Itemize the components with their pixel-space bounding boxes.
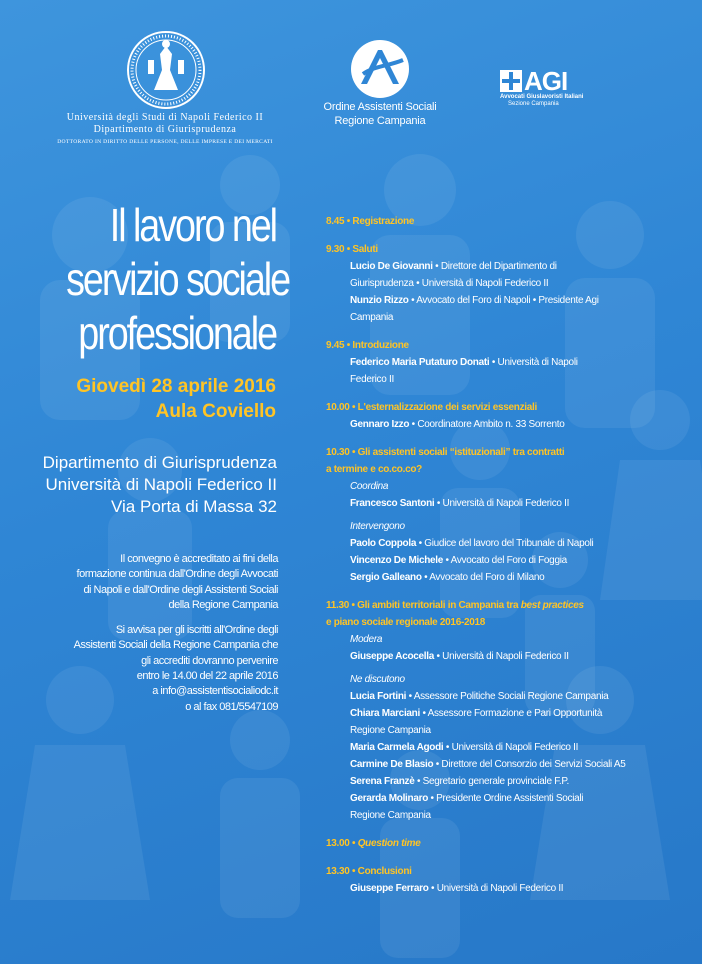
- slot-head: 13.30 • Conclusioni: [326, 866, 412, 877]
- speaker-name: Federico Maria Putaturo Donati: [350, 357, 490, 368]
- event-address: [43, 452, 277, 518]
- slot-head: 9.30 • Saluti: [326, 244, 378, 255]
- role-label: Intervengono: [350, 521, 405, 532]
- university-name: Università degli Studi di Napoli Federico II: [66, 112, 264, 123]
- speaker-name: Vincenzo De Michele: [350, 555, 444, 566]
- speaker-name: Maria Carmela Agodi: [350, 742, 444, 753]
- slot-conclusions: 13.30 • Conclusioni Giuseppe Ferraro • Università di Napoli Federico II: [326, 863, 686, 897]
- accreditation-notes: [18, 552, 278, 725]
- address-line-1: Dipartimento di Giurisprudenza: [42, 453, 277, 472]
- slot-question-time: [326, 835, 686, 852]
- event-room: Aula Coviello: [155, 401, 276, 422]
- email-link[interactable]: a info@assistentisocialiodc.it: [152, 685, 278, 698]
- title-line-3: professionale: [78, 307, 277, 359]
- slot-head: 10.00 • L'esternalizzazione dei servizi essenziali: [326, 402, 537, 413]
- slot-registration: [326, 213, 686, 230]
- oas-logo: [349, 38, 411, 100]
- speaker-name: Nunzio Rizzo: [350, 295, 409, 306]
- agi-section: Sezione Campania: [508, 101, 559, 107]
- speaker-name: Francesco Santoni: [350, 498, 435, 509]
- speaker-name: Paolo Coppola: [350, 538, 417, 549]
- role-label: Coordina: [350, 481, 389, 492]
- university-seal-logo: [126, 30, 206, 110]
- speaker-name: Serena Franzè: [350, 776, 415, 787]
- slot-head: 9.45 • Introduzione: [326, 340, 409, 351]
- department-name: Dipartimento di Giurisprudenza: [93, 124, 237, 135]
- speaker-name: Sergio Galleano: [350, 572, 422, 583]
- event-date: Giovedì 28 aprile 2016: [76, 376, 276, 397]
- speaker-name: Carmine De Blasio: [350, 759, 434, 770]
- agi-subtitle: Avvocati Giuslavoristi Italiani: [500, 94, 584, 100]
- speaker-name: Giuseppe Ferraro: [350, 883, 429, 894]
- role-label: Modera: [350, 634, 383, 645]
- oas-region: Regione Campania: [334, 115, 426, 127]
- title-line-2: servizio sociale: [66, 253, 290, 305]
- page-title: [66, 198, 290, 360]
- speaker-name: Lucio De Giovanni: [350, 261, 433, 272]
- slot-introduction: 9.45 • Introduzione Federico Maria Putaturo Donati • Università di Napoli Federico II: [326, 337, 686, 388]
- speaker-name: Lucia Fortini: [350, 691, 407, 702]
- slot-head: 8.45 • Registrazione: [326, 216, 415, 227]
- speaker-name: Gerarda Molinaro: [350, 793, 428, 804]
- slot-institutional-social-workers: 10.30 • Gli assistenti sociali “istituzionali” tra contratti a termine e co.co.co? Coordina Francesco Santoni • Università di Napoli Federico II Intervengono Paolo Coppola • Giudice del lavoro del Tribunale di Napoli Vincenzo De Michele • Avvocato del Foro di Foggia Sergio Galleano • Avvocato del Foro di Milano: [326, 444, 686, 586]
- slot-head: 11.30 • Gli ambiti territoriali in Campania tra best practices e piano sociale regionale 2016-2018: [326, 600, 584, 628]
- slot-territorial-areas: 11.30 • Gli ambiti territoriali in Campania tra best practices e piano sociale regionale 2016-2018 Modera Giuseppe Acocella • Università di Napoli Federico II Ne discutono Lucia Fortini • Assessore Politiche Sociali Regione Campania Chiara Marciani • Assessore Formazione e Pari Opportunità Regione Campania Maria Carmela Agodi • Università di Napoli Federico II Carmine De Blasio • Direttore del Consorzio dei Servizi Sociali A5 Serena Franzè • Segretario generale provinciale F.P. Gerarda Molinaro • Presidente Ordine Assistenti Sociali Regione Campania: [326, 597, 686, 824]
- agi-word: AGI: [524, 66, 568, 96]
- slot-head: 13.00 • Question time: [326, 838, 421, 849]
- doctorate-name: DOTTORATO IN DIRITTO DELLE PERSONE, DELLE IMPRESE E DEI MERCATI: [57, 139, 273, 145]
- speaker-name: Gennaro Izzo: [350, 419, 410, 430]
- speaker-name: Giuseppe Acocella: [350, 651, 435, 662]
- oas-name: Ordine Assistenti Sociali: [323, 101, 437, 113]
- notes-paragraph-1: Il convegno è accreditato ai fini della formazione continua dall'Ordine degli Avvocati di Napoli e dall'Ordine degli Assistenti Sociali della Regione Campania: [76, 553, 278, 611]
- agi-cross-icon: [500, 70, 522, 92]
- agi-logo: [500, 66, 600, 108]
- slot-greetings: 9.30 • Saluti Lucio De Giovanni • Direttore del Dipartimento di Giurisprudenza • Università di Napoli Federico II Nunzio Rizzo • Avvocato del Foro di Napoli • Presidente Agi Campania: [326, 241, 686, 326]
- slot-outsourcing: 10.00 • L'esternalizzazione dei servizi essenziali Gennaro Izzo • Coordinatore Ambito n. 33 Sorrento: [326, 399, 686, 433]
- role-label: Ne discutono: [350, 674, 405, 685]
- notes-paragraph-2: Si avvisa per gli iscritti all'Ordine degli Assistenti Sociali della Regione Campania che gli accrediti dovranno pervenire entro le 14.00 del 22 aprile 2016 a info@assistentisocialiodc.it o al fax 081/5547109: [73, 624, 278, 713]
- slot-head: 10.30 • Gli assistenti sociali “istituzionali” tra contratti a termine e co.co.co?: [326, 447, 565, 475]
- address-line-2: Università di Napoli Federico II: [45, 475, 277, 494]
- program-schedule: [326, 213, 686, 908]
- speaker-name: Chiara Marciani: [350, 708, 420, 719]
- address-line-3: Via Porta di Massa 32: [111, 497, 277, 516]
- title-line-1: Il lavoro nel: [109, 199, 276, 251]
